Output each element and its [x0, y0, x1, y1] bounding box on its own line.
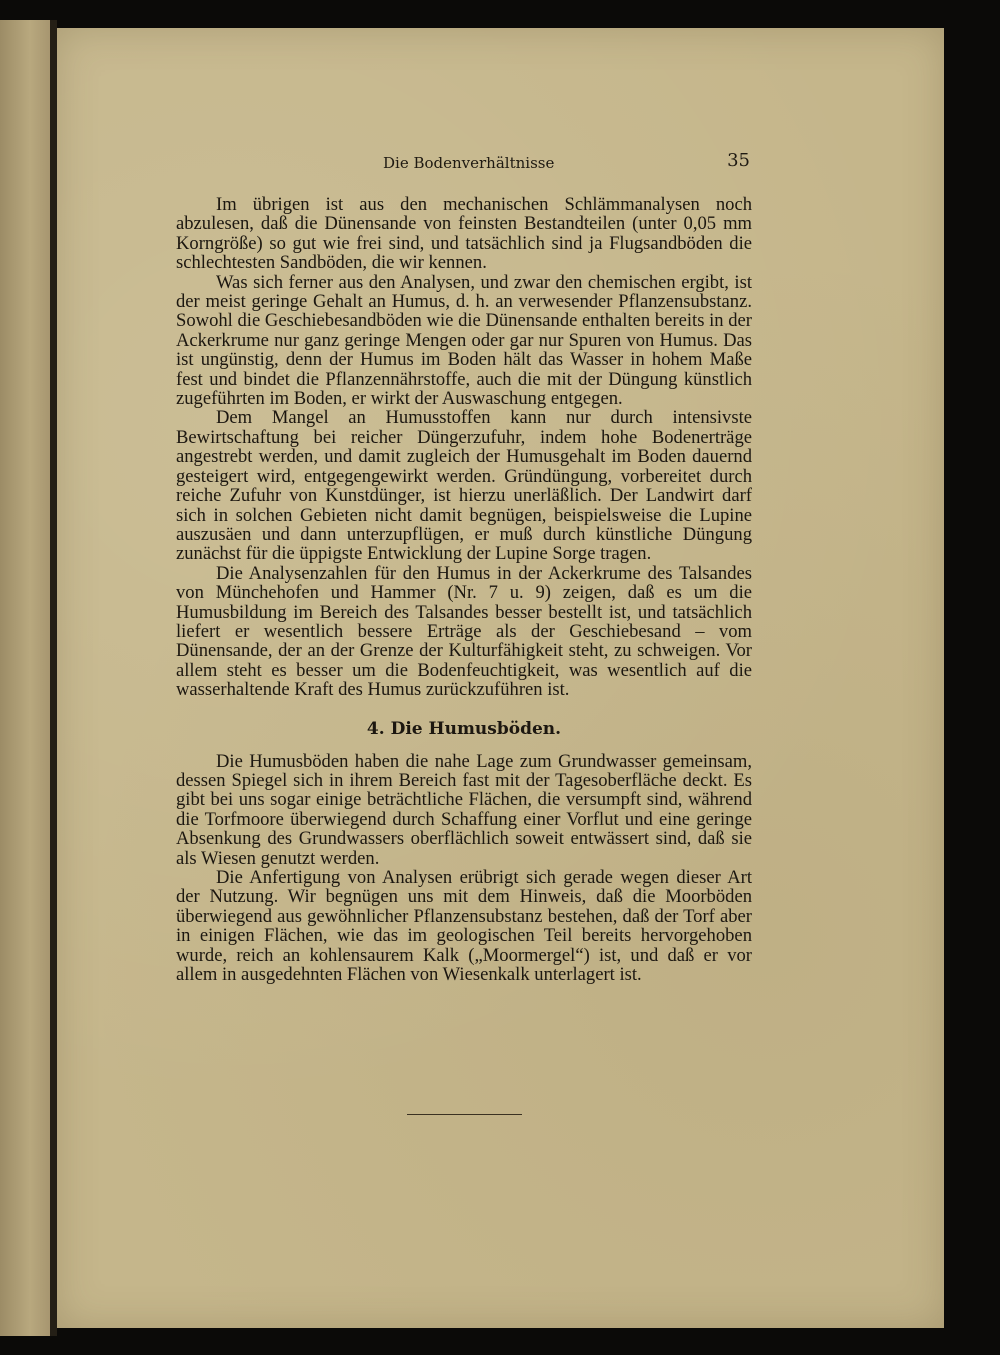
running-head: Die Bodenverhältnisse — [383, 154, 555, 172]
body-text — [176, 195, 752, 984]
section-heading: 4. Die Humusböden. — [366, 718, 562, 739]
facing-page-edge — [0, 20, 50, 1336]
end-rule — [407, 1114, 522, 1115]
paragraph: Dem Mangel an Humusstoffen kann nur durch intensivste Bewirtschaftung bei reicher Düngerzufuhr, indem hohe Bodenerträge angestrebt werden, und damit zugleich der Humusgehalt im Boden dauernd gesteigert wird, entgegengewirkt werden. Gründüngung, vorbereitet durch reiche Zufuhr von Kunstdünger, ist hierzu unerläßlich. Der Landwirt darf sich in solchen Gebieten nicht damit begnügen, beispielsweise die Lupine auszusäen und dann unterzupflügen, er muß durch künstliche Düngung zunächst für die üppigste Entwicklung der Lupine Sorge tragen. — [176, 407, 752, 565]
book-gutter — [50, 20, 57, 1336]
page-header — [176, 150, 752, 174]
page-number: 35 — [727, 150, 750, 171]
paragraph: Was sich ferner aus den Analysen, und zwar den chemischen ergibt, ist der meist geringe Gehalt an Humus, d. h. an verwesender Pflanzensubstanz. Sowohl die Geschiebesandböden wie die Dünensande enthalten bereits in der Ackerkrume nur ganz geringe Mengen oder gar nur Spuren von Humus. Das ist ungünstig, denn der Humus im Boden hält das Wasser in hohem Maße fest und bindet die Pflanzennährstoffe, auch die mit der Düngung künstlich zugeführten im Boden, er wirkt der Auswaschung entgegen. — [176, 271, 752, 410]
paragraph: Die Analysenzahlen für den Humus in der Ackerkrume des Talsandes von Münchehofen und Hammer (Nr. 7 u. 9) zeigen, daß es um die Humusbildung im Bereich des Talsandes besser bestellt ist, und tatsächlich liefert er wesentlich bessere Erträge als der Geschiebesand – vom Dünensande, der an der Grenze der Kulturfähigkeit steht, zu schweigen. Vor allem steht es besser um die Bodenfeuchtigkeit, was wesentlich auf die wasserhaltende Kraft des Humus zurückzuführen ist. — [176, 562, 752, 701]
paragraph: Im übrigen ist aus den mechanischen Schlämmanalysen noch abzulesen, daß die Dünensande von feinsten Bestandteilen (unter 0,05 mm Korngröße) so gut wie frei sind, und tatsächlich sind ja Flugsandböden die schlechtesten Sandböden, die wir kennen. — [176, 194, 752, 274]
paragraph: Die Anfertigung von Analysen erübrigt sich gerade wegen dieser Art der Nutzung. Wir begnügen uns mit dem Hinweis, daß die Moorböden überwiegend aus gewöhnlicher Pflanzensubstanz bestehen, daß der Torf aber in einigen Flächen, wie das im geologischen Teil bereits hervorgehoben wurde, reich an kohlensaurem Kalk („Moormergel“) ist, und daß er vor allem in ausgedehnten Flächen von Wiesenkalk unterlagert ist. — [176, 867, 752, 986]
paragraph: Die Humusböden haben die nahe Lage zum Grundwasser gemeinsam, dessen Spiegel sich in ihrem Bereich fast mit der Tagesoberfläche deckt. Es gibt bei uns sogar einige beträchtliche Flächen, die versumpft sind, während die Torfmoore überwiegend durch Schaffung einer Vorflut und eine geringe Absenkung des Grundwassers oberflächlich soweit entwässert sind, daß sie als Wiesen genutzt werden. — [176, 750, 752, 869]
